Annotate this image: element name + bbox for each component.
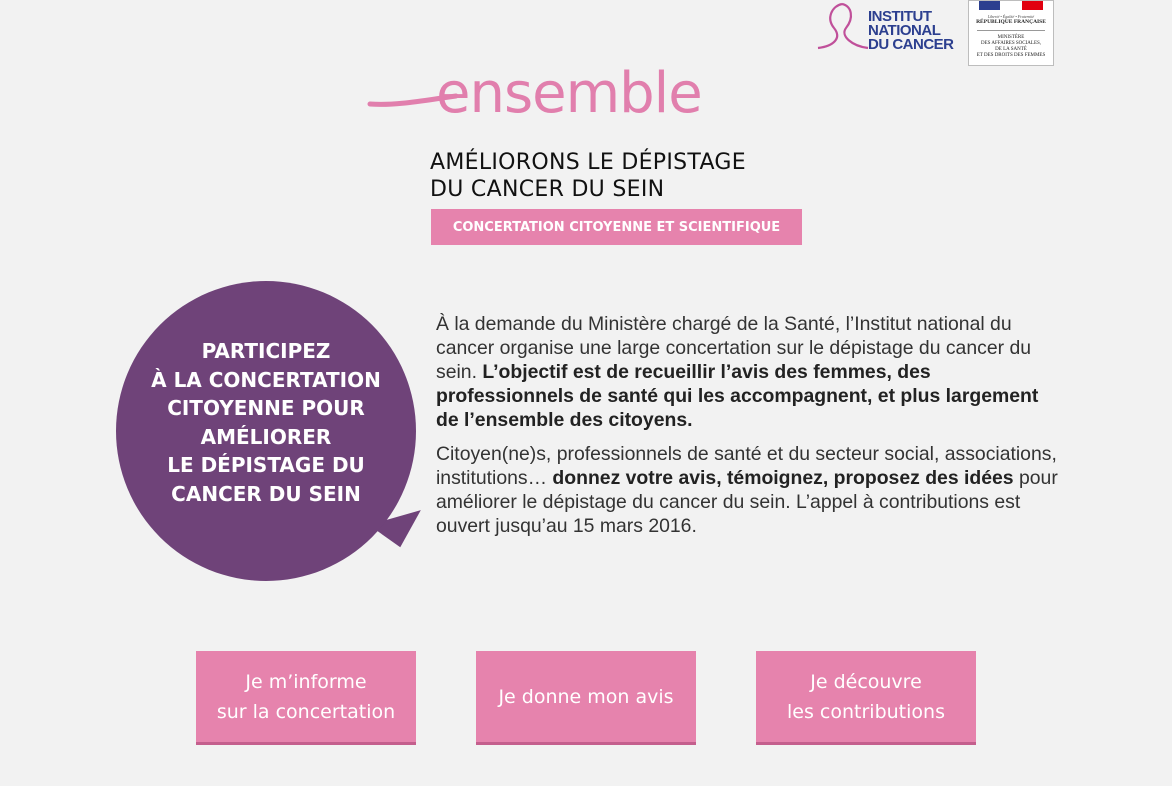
inform-button-line1: Je m’informe	[245, 670, 367, 693]
intro-paragraph-2	[436, 442, 1062, 538]
discover-contributions-button[interactable]	[756, 651, 976, 745]
ministry-logo[interactable]	[968, 0, 1054, 66]
institut-national-du-cancer-logo[interactable]	[812, 0, 957, 54]
discover-button-line2: les contributions	[787, 700, 945, 723]
intro-p1-bold: L’objectif est de recueillir l’avis des femmes, des professionnels de santé qui les accompagnent, et plus largement de l’ensemble des citoyens.	[436, 361, 1039, 431]
bubble-text	[116, 337, 416, 508]
inca-line3: DU CANCER	[868, 36, 954, 53]
intro-p1-text: À la demande du Ministère chargé de la Santé, l’Institut national du cancer organise une large concertation sur le dépistage du cancer du sein.	[436, 313, 1032, 383]
inca-logo-text	[868, 10, 954, 52]
intro-p2-text-a: Citoyen(ne)s, professionnels de santé et du secteur social, associations, institutions…	[436, 443, 1057, 489]
french-flag-icon	[979, 1, 1043, 10]
bubble-line: LE DÉPISTAGE DU	[167, 453, 365, 477]
give-opinion-button-label: Je donne mon avis	[498, 685, 674, 708]
ribbon-logo-icon	[812, 0, 872, 54]
page-title	[430, 149, 746, 203]
intro-text	[436, 312, 1062, 548]
ministry-divider	[977, 30, 1045, 31]
ensemble-logo	[366, 60, 736, 150]
ministry-name-line: MINISTÈRE	[997, 35, 1025, 40]
intro-p2-text-b: pour améliorer le dépistage du cancer du sein. L’appel à contributions est ouvert jusqu’au 15 mars 2016.	[436, 467, 1058, 537]
participate-bubble	[116, 281, 416, 581]
bubble-line: AMÉLIORER	[200, 424, 332, 449]
inca-line1: INSTITUT	[868, 8, 932, 25]
title-line1: AMÉLIORONS LE DÉPISTAGE	[430, 150, 746, 175]
ministry-name	[971, 35, 1051, 59]
bubble-line: PARTICIPEZ	[201, 339, 331, 363]
inform-button[interactable]	[196, 651, 416, 745]
inform-button-line2: sur la concertation	[216, 700, 396, 723]
bubble-line: CANCER DU SEIN	[171, 481, 361, 506]
ministry-name-line: ET DES DROITS DES FEMMES	[976, 53, 1046, 58]
give-opinion-button[interactable]	[476, 651, 696, 745]
subtitle-badge: CONCERTATION CITOYENNE ET SCIENTIFIQUE	[431, 209, 802, 245]
bubble-line: À LA CONCERTATION	[151, 367, 381, 392]
ministry-name-line: DES AFFAIRES SOCIALES,	[980, 41, 1042, 46]
republique-francaise-label: RÉPUBLIQUE FRANÇAISE	[976, 19, 1046, 25]
ministry-name-line: DE LA SANTÉ	[995, 47, 1027, 52]
bubble-line: CITOYENNE POUR	[167, 396, 365, 420]
inca-line2: NATIONAL	[868, 22, 941, 39]
discover-button-line1: Je découvre	[810, 670, 922, 693]
brand-wordmark: ensemble	[436, 61, 702, 126]
ministry-motto: Liberté • Égalité • Fraternité	[987, 14, 1035, 19]
title-line2: DU CANCER DU SEIN	[430, 177, 665, 202]
intro-paragraph-1	[436, 312, 1062, 432]
intro-p2-bold: donnez votre avis, témoignez, proposez des idées	[552, 467, 1014, 489]
